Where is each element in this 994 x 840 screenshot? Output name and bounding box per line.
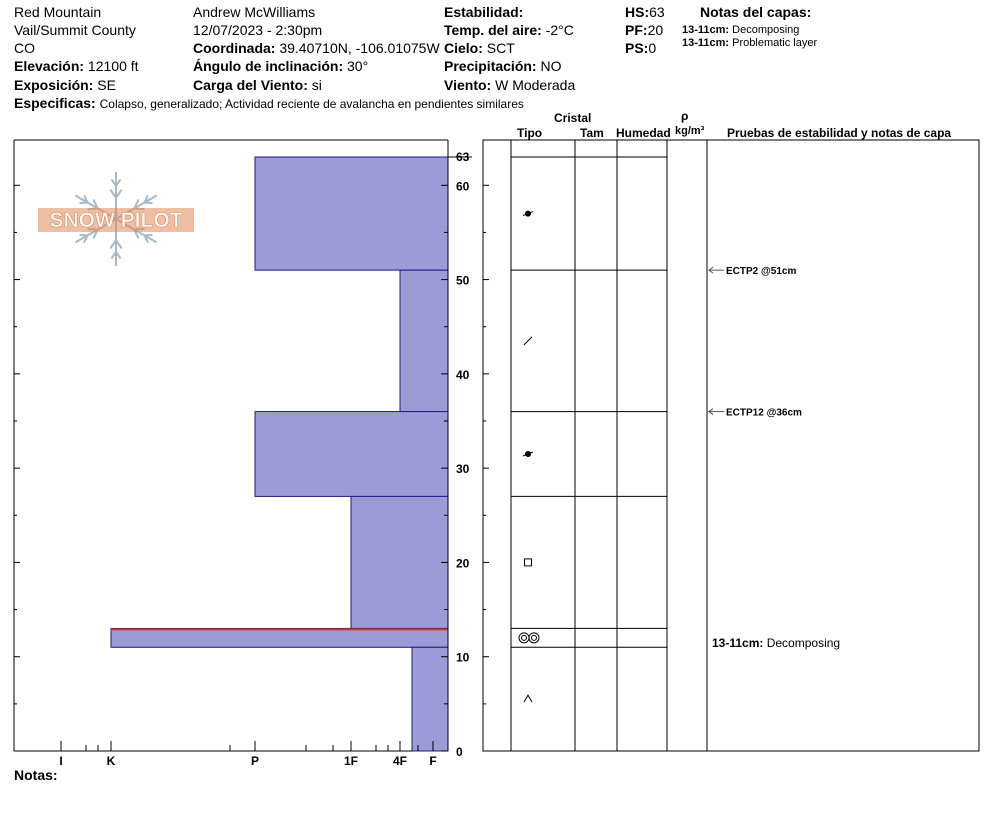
air-temp-label: Temp. del aire: [444,22,542,38]
grain-symbol-3-decomposing-fragments [523,451,533,457]
notes-label: Notas: [14,767,58,783]
layer-comment-text: Decomposing [766,636,841,650]
layer-comment [712,635,840,651]
layer-table-columns [511,140,707,751]
flake-branch-2-2-2 [80,203,88,204]
air-temp-value: -2°C [545,22,574,38]
specifics-value: Colapso, generalizado; Actividad reciente de avalancha en pendientes similares [99,97,524,111]
coord-label: Coordinada: [193,40,276,56]
layer-note-1-depth: 13-11cm: [682,24,730,36]
grain-symbol-4-rounded-facets [525,559,532,566]
depth-label-50: 50 [456,273,470,288]
hardness-label-3: P [250,754,260,768]
layer-notes-title: Notas del capas: [700,4,812,20]
layer-table-frame [483,140,979,751]
depth-label-60: 60 [456,179,470,194]
stability-tests [709,266,802,418]
aspect-label: Exposición: [14,77,94,93]
depth-label-20: 20 [456,556,470,571]
snowpilot-logo [38,172,194,266]
hardness-bar-6 [412,647,448,751]
flake-branch-6-2-1 [144,203,152,204]
datetime: 12/07/2023 - 2:30pm [193,22,323,38]
test-label-2: ECTP12 @36cm [726,407,802,419]
depth-label-40: 40 [456,367,470,382]
elevation-label: Elevación: [14,58,85,74]
grain-ring-right [529,633,539,643]
grain-symbol-1-decomposing-fragments [523,211,533,217]
hardness-label-2: K [106,754,116,768]
layer-comment-depth: 13-11cm: [712,636,764,650]
header-tipo: Tipo [517,126,543,140]
layer-note-1-text: Decomposing [732,24,800,36]
hs-value: 63 [649,4,665,20]
grain-symbol-5-melt-forms [519,633,539,643]
grain-ring-right-inner [532,635,537,640]
observer: Andrew McWilliams [193,4,316,20]
hardness-label-1: I [59,754,63,768]
specifics-label: Especificas: [14,95,96,111]
precip-label: Precipitación: [444,58,537,74]
pf-value: 20 [647,22,664,38]
wind-label: Viento: [444,77,492,93]
hs-label: HS: [625,4,650,20]
layer-note-2-depth: 13-11cm: [682,37,730,49]
hardness-bar-2 [400,270,448,411]
layer-table-rows [511,157,667,647]
hardness-label-5: 4F [392,754,408,768]
depth-label-63: 63 [456,150,470,164]
stability-label: Estabilidad: [444,4,524,20]
grain-symbol-2-faceted [524,337,532,345]
flake-branch-3-2-1 [80,235,88,236]
pf-label: PF: [625,22,648,38]
hardness-bar-3 [255,412,448,497]
wind-load-label: Carga del Viento: [193,77,308,93]
flake-branch-5-2-2 [144,235,152,236]
sky-value: SCT [486,40,515,56]
wind-load-value: si [311,77,322,93]
header-tam: Tam [580,126,604,140]
hardness-bars [111,157,448,751]
grain-ring-left [519,633,529,643]
layer-note-2-text: Problematic layer [732,37,818,49]
depth-label-10: 10 [456,650,470,665]
coord-value: 39.40710N, -106.01075W [279,40,440,56]
header-tests: Pruebas de estabilidad y notas de capa [727,126,952,140]
hardness-label-6: F [429,754,437,768]
slope-value: 30° [347,58,369,74]
header-rho: ρ [681,109,689,123]
sky-label: Cielo: [444,40,483,56]
ps-label: PS: [625,40,649,56]
state: CO [14,40,35,56]
grain-slash [524,337,532,345]
region: Vail/Summit County [14,22,136,38]
hardness-axis [59,741,436,768]
hardness-label-4: 1F [343,754,359,768]
wind-value: W Moderada [495,77,576,93]
grain-caret [524,695,532,702]
precip-value: NO [540,58,562,74]
header-density-unit: kg/m³ [675,125,705,137]
ps-value: 0 [648,40,657,56]
hardness-bar-4 [351,496,448,628]
header-humedad: Humedad [616,126,671,140]
depth-label-0: 0 [456,745,463,759]
grain-square [525,559,532,566]
hardness-bar-5 [111,628,448,647]
header-cristal: Cristal [554,111,592,125]
elevation-value: 12100 ft [87,58,139,74]
test-label-1: ECTP2 @51cm [726,266,797,278]
location: Red Mountain [14,4,102,20]
hardness-bar-1 [255,157,448,270]
logo-text: SNOW PILOT [49,209,183,232]
depth-label-30: 30 [456,462,470,477]
grain-symbol-6-depth-hoar [524,695,532,702]
aspect-value: SE [97,77,116,93]
slope-label: Ángulo de inclinación: [193,58,344,74]
grain-ring-left-inner [522,635,527,640]
